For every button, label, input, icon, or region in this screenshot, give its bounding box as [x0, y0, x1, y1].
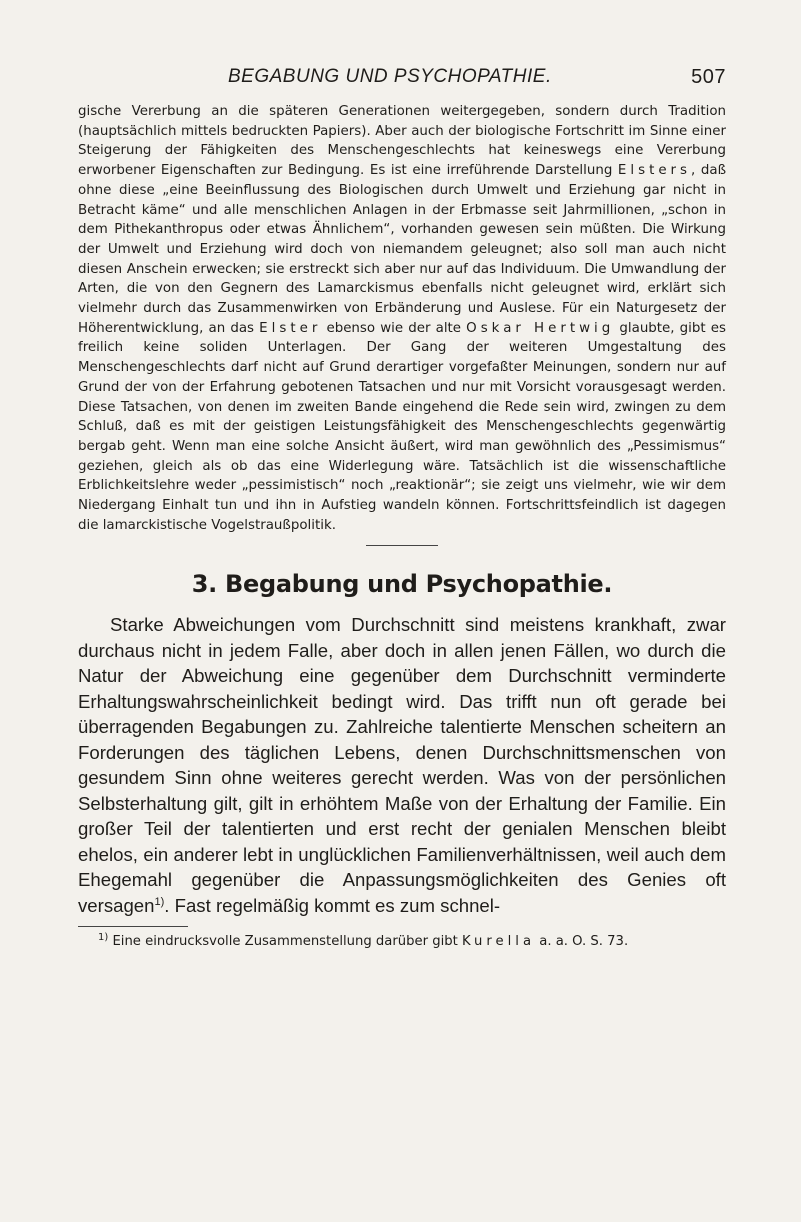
running-header	[78, 60, 726, 90]
section-body	[78, 612, 726, 918]
footnote-divider	[78, 926, 188, 927]
footnote	[78, 933, 726, 951]
text-run: . Fast regelmäßig kommt es zum schnel-	[164, 894, 501, 916]
author-name-elster: Elster	[259, 320, 322, 336]
author-name-hertwig: Oskar Hertwig	[466, 320, 615, 336]
text-run: Starke Abweichungen vom Durchschnitt sind meistens krankhaft, zwar durchaus nicht in jedem Falle, aber doch in allen jenen Fällen, wo durch die Natur der Abweichung eine gegenüber dem Durchschnitt verminderte Erhaltungswahrscheinlichkeit bedingt wird. Das trifft nun oft gerade bei überragenden Begabungen zu. Zahlreiche talentierte Menschen scheitern an Forderungen des täglichen Lebens, denen Durchschnittsmenschen von gesundem Sinn ohne weiteres gerecht werden. Was von der persönlichen Selbsterhaltung gilt, gilt in erhöhtem Maße von der Erhaltung der Familie. Ein großer Teil der talentierten und erst recht der genialen Menschen bleibt ehelos, ein anderer lebt in unglücklichen Familienverhältnissen, weil auch dem Ehegemahl gegenüber die Anpassungsmöglichkeiten des Genies oft versagen	[78, 614, 726, 916]
section-heading: 3. Begabung und Psychopathie.	[191, 570, 613, 599]
text-run: ebenso wie der alte	[321, 320, 467, 336]
text-run: gische Vererbung an die späteren Generationen weitergegeben, sondern durch Tradition (hauptsächlich mittels bedruckten Papiers). Aber auch der biologische Fortschritt im Sinne einer Steigerung der Fähigkeiten des Menschengeschlechts hat keineswegs eine Vererbung erworbener Eigenschaften zur Bedingung. Es ist eine irreführende Darstellung	[78, 104, 726, 179]
author-name-elster: Elsters	[617, 163, 692, 179]
paragraph-lamarckism	[78, 102, 726, 535]
text-run: a. a. O. S. 73.	[535, 934, 629, 950]
footnote-reference[interactable]: 1)	[154, 895, 165, 908]
text-run: Eine eindrucksvolle Zusammenstellung darüber gibt	[108, 934, 463, 950]
section-divider	[366, 545, 438, 546]
page-number: 507	[691, 66, 726, 88]
book-page	[78, 60, 726, 951]
text-run: , daß ohne diese „eine Beeinflussung des Biologischen durch Umwelt und Erziehung gar nicht in Betracht käme“ und alle menschlichen Anlagen in der Erbmasse seit Jahrmillionen, „schon in dem Pithekanthropus oder etwas Ähnlichem“, vorhanden gewesen sein müßten. Die Wirkung der Umwelt und Erziehung wird doch von niemandem geleugnet; also soll man auch nicht diesen Anschein erwecken; sie erstreckt sich aber nur auf das Individuum. Die Umwandlung der Arten, die von den Gegnern des Lamarckismus ebenfalls nicht geleugnet wird, erklärt sich vielmehr durch das Zusammenwirken von Erbänderung und Auslese. Für ein Naturgesetz der Höherentwicklung, an das	[78, 163, 726, 336]
paragraph-text	[78, 102, 726, 535]
author-name-kurella: Kurella	[462, 934, 536, 950]
text-run: glaubte, gibt es freilich keine soliden Unterlagen. Der Gang der weiteren Umgestaltung des Menschengeschlechts darf nicht auf Grund derartiger vorgefaßter Meinungen, sondern nur auf Grund der von der Erfahrung gebotenen Tatsachen und nur mit Vorsicht vorausgesagt werden. Diese Tatsachen, von denen im zweiten Bande eingehend die Rede sein wird, zwingen zu dem Schluß, daß es mit der geistigen Leistungsfähigkeit des Menschengeschlechts gegenwärtig bergab geht. Wenn man eine solche Ansicht äußert, wird man gewöhnlich des „Pessimismus“ geziehen, gleich als ob das eine Widerlegung wäre. Tatsächlich ist die wissenschaftliche Erblichkeitslehre weder „pessimistisch“ noch „reaktionär“; sie zeigt uns vielmehr, wie wir dem Niedergang Einhalt tun und ihn in Aufstieg wandeln können. Fortschrittsfeindlich ist dagegen die lamarckistische Vogelstraußpolitik.	[78, 320, 726, 533]
footnote-mark: 1)	[98, 932, 109, 944]
running-title: BEGABUNG UND PSYCHOPATHIE.	[228, 66, 552, 87]
section-paragraph	[78, 612, 726, 918]
